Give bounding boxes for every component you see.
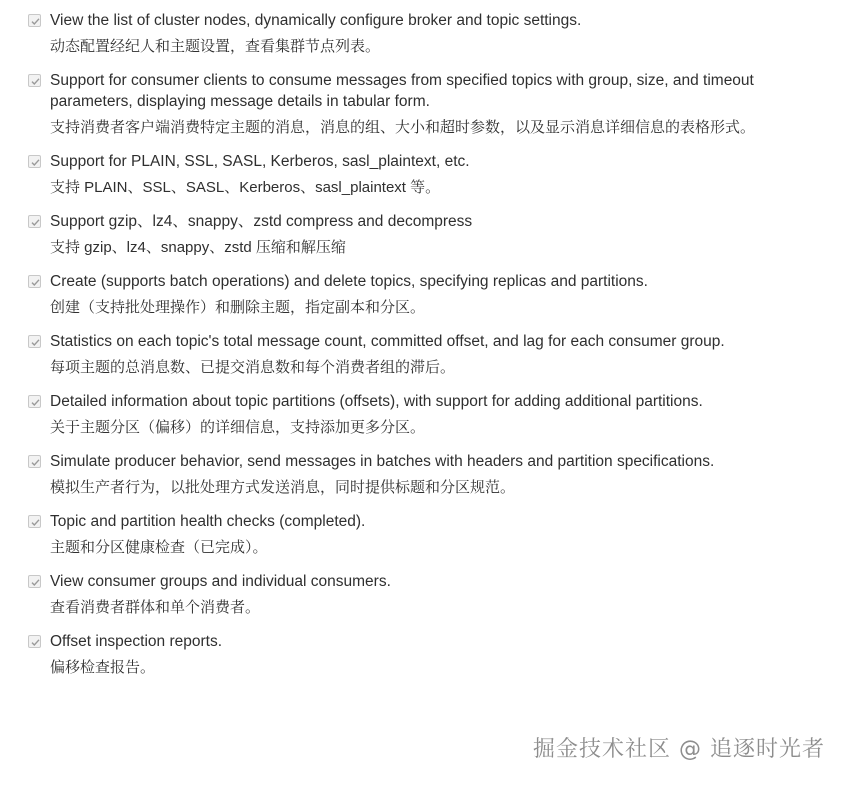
- list-item: [28, 211, 827, 258]
- list-item: [28, 271, 827, 318]
- checkbox-checked-icon[interactable]: [28, 74, 41, 87]
- feature-heading-row: [28, 271, 827, 292]
- feature-heading-row: [28, 70, 827, 112]
- list-item: [28, 70, 827, 138]
- feature-heading-row: [28, 451, 827, 472]
- list-item: [28, 391, 827, 438]
- feature-text-en: Support gzip、lz4、snappy、zstd compress and decompress: [50, 213, 473, 230]
- checkbox-checked-icon[interactable]: [28, 635, 41, 648]
- feature-text-en: Offset inspection reports.: [50, 633, 223, 650]
- feature-text-zh: 创建（支持批处理操作）和删除主题，指定副本和分区。: [50, 299, 426, 316]
- list-item: [28, 631, 827, 678]
- checkbox-checked-icon[interactable]: [28, 455, 41, 468]
- checkbox-checked-icon[interactable]: [28, 14, 41, 27]
- feature-text-zh: 偏移检查报告。: [50, 659, 156, 676]
- feature-text-en: View the list of cluster nodes, dynamically configure broker and topic settings.: [50, 12, 582, 29]
- feature-heading-row: [28, 571, 827, 592]
- feature-heading-row: [28, 10, 827, 31]
- list-item: [28, 331, 827, 378]
- feature-heading-row: [28, 211, 827, 232]
- list-item: [28, 10, 827, 57]
- feature-text-zh: 关于主题分区（偏移）的详细信息，支持添加更多分区。: [50, 419, 426, 436]
- feature-heading-row: [28, 151, 827, 172]
- feature-text-en: Detailed information about topic partitions (offsets), with support for adding additional partitions.: [50, 393, 703, 410]
- feature-text-en: View consumer groups and individual consumers.: [50, 573, 391, 590]
- feature-text-en: Create (supports batch operations) and delete topics, specifying replicas and partitions.: [50, 273, 648, 290]
- feature-text-en: Support for consumer clients to consume messages from specified topics with group, size, and timeout parameters, displaying message details in tabular form.: [50, 72, 754, 110]
- list-item: [28, 151, 827, 198]
- feature-text-zh: 查看消费者群体和单个消费者。: [50, 599, 261, 616]
- feature-heading-row: [28, 331, 827, 352]
- feature-text-en: Simulate producer behavior, send messages in batches with headers and partition specifications.: [50, 453, 715, 470]
- feature-text-zh: 支持消费者客户端消费特定主题的消息，消息的组、大小和超时参数，以及显示消息详细信息的表格形式。: [50, 119, 756, 136]
- feature-text-en: Statistics on each topic's total message count, committed offset, and lag for each consumer group.: [50, 333, 725, 350]
- checkbox-checked-icon[interactable]: [28, 215, 41, 228]
- feature-heading-row: [28, 511, 827, 532]
- list-item: [28, 571, 827, 618]
- feature-text-zh: 每项主题的总消息数、已提交消息数和每个消费者组的滞后。: [50, 359, 456, 376]
- feature-text-zh: 支持 gzip、lz4、snappy、zstd 压缩和解压缩: [50, 239, 346, 256]
- feature-text-zh: 支持 PLAIN、SSL、SASL、Kerberos、sasl_plaintext 等。: [50, 179, 441, 196]
- feature-heading-row: [28, 391, 827, 412]
- checkbox-checked-icon[interactable]: [28, 515, 41, 528]
- feature-text-en: Support for PLAIN, SSL, SASL, Kerberos, sasl_plaintext, etc.: [50, 153, 470, 170]
- checkbox-checked-icon[interactable]: [28, 275, 41, 288]
- feature-text-zh: 主题和分区健康检查（已完成）。: [50, 539, 268, 556]
- list-item: [28, 451, 827, 498]
- list-item: [28, 511, 827, 558]
- watermark: 掘金技术社区 @ 追逐时光者: [533, 737, 825, 762]
- feature-text-zh: 动态配置经纪人和主题设置，查看集群节点列表。: [50, 38, 381, 55]
- checkbox-checked-icon[interactable]: [28, 575, 41, 588]
- checkbox-checked-icon[interactable]: [28, 155, 41, 168]
- feature-text-en: Topic and partition health checks (completed).: [50, 513, 366, 530]
- checkbox-checked-icon[interactable]: [28, 335, 41, 348]
- checkbox-checked-icon[interactable]: [28, 395, 41, 408]
- feature-text-zh: 模拟生产者行为，以批处理方式发送消息，同时提供标题和分区规范。: [50, 479, 516, 496]
- feature-heading-row: [28, 631, 827, 652]
